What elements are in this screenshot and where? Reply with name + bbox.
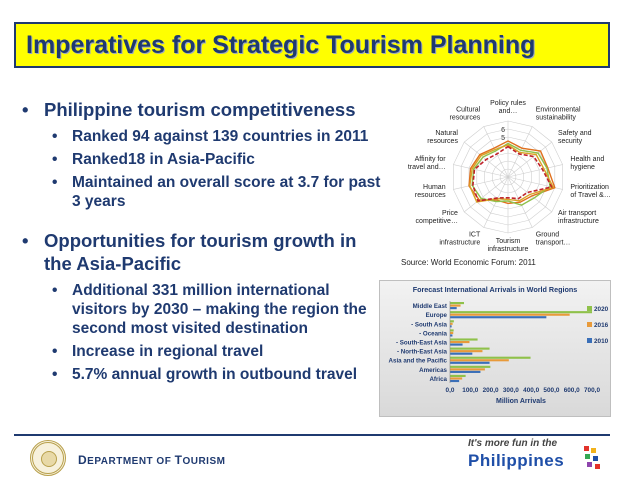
bar-2020 (450, 302, 464, 304)
department-seal (30, 440, 66, 476)
bar-2016 (450, 314, 570, 316)
bar-2020 (450, 357, 531, 359)
bar-2016 (450, 377, 462, 379)
bar-category-label: - Oceania (419, 330, 447, 338)
radar-tick-label: 6 (501, 127, 505, 134)
bar-2020 (450, 366, 490, 368)
bullet-list (22, 98, 382, 388)
bar-2020 (450, 320, 454, 322)
bar-2016 (450, 359, 509, 361)
legend-label-2016: 2016 (594, 322, 609, 329)
bar-x-tick-label: 700,0 (584, 387, 600, 394)
slide-title: Imperatives for Strategic Tourism Planning (26, 30, 536, 59)
radar-axis-label: Tourism infrastructure (487, 238, 529, 253)
slide-title-banner (14, 22, 610, 68)
bar-x-tick-label: 300,0 (502, 387, 519, 394)
bar-2010 (450, 362, 490, 364)
radar-axis-label: Prioritization of Travel &… (570, 184, 611, 200)
bar-x-tick-label: 0,0 (445, 387, 455, 394)
legend-swatch-2020 (587, 306, 592, 311)
legend-label-2010: 2010 (594, 338, 609, 345)
bar-category-label: - South Asia (411, 321, 447, 329)
sub-bullet-regional: • Increase in regional travel (22, 342, 382, 361)
radar-axis-label: Health and hygiene (570, 155, 605, 171)
bar-2020 (450, 338, 478, 340)
bar-2016 (450, 323, 453, 325)
bar-2016 (450, 350, 482, 352)
radar-tick-label: 5 (501, 135, 505, 142)
bar-category-label: Europe (425, 312, 447, 320)
bar-2010 (450, 380, 459, 382)
bar-category-label: Americas (419, 366, 447, 374)
bar-2010 (450, 344, 463, 346)
radar-axis-label: ICT infrastructure (439, 231, 481, 247)
bar-2016 (450, 368, 485, 370)
bar-category-label: - North-East Asia (397, 348, 447, 356)
bar-2010 (450, 334, 452, 336)
bar-2016 (450, 341, 469, 343)
bar-2010 (450, 371, 480, 373)
bar-x-tick-label: 100,0 (462, 387, 479, 394)
radar-chart (386, 92, 626, 258)
department-label: DEPARTMENT OF TOURISM (78, 453, 226, 467)
bar-category-label: - South-East Asia (396, 339, 447, 347)
legend-swatch-2010 (587, 338, 592, 343)
radar-axis-label: Natural resources (427, 130, 458, 146)
radar-axis-label: Cultural resources (449, 106, 481, 122)
brand-tagline: It's more fun in the (468, 438, 558, 449)
radar-axis-label: Price competitive… (415, 209, 458, 225)
bar-2016 (450, 305, 461, 307)
footer-divider (14, 434, 610, 436)
bar-2020 (450, 348, 490, 350)
sub-bullet-asia-rank: • Ranked18 in Asia-Pacific (22, 150, 382, 169)
bar-chart-panel (379, 280, 611, 417)
bullet-competitiveness: • Philippine tourism competitiveness (22, 98, 382, 121)
bar-chart-title: Forecast International Arrivals in World Regions (412, 285, 578, 294)
bar-2016 (450, 332, 453, 334)
bar-2010 (450, 353, 472, 355)
radar-axis-label: Policy rules and… (490, 100, 526, 115)
bar-chart (380, 281, 610, 416)
bullet-opportunities: • Opportunities for tourism growth in the Asia-Pacific (22, 229, 382, 275)
bar-category-label: Africa (429, 375, 447, 383)
bar-x-axis-label: Million Arrivals (496, 398, 546, 405)
sub-bullet-rank: • Ranked 94 against 139 countries in 2011 (22, 127, 382, 146)
bar-2020 (450, 311, 592, 313)
bar-2010 (450, 307, 457, 309)
sub-bullet-visitors: • Additional 331 million international visitors by 2030 – making the region the second most visited destination (22, 281, 382, 338)
bar-x-tick-label: 500,0 (543, 387, 560, 394)
radar-axis-label: Affinity for travel and… (407, 155, 446, 171)
legend-label-2020: 2020 (594, 306, 609, 313)
radar-axis-label: Air transport infrastructure (558, 209, 599, 225)
bar-2020 (450, 375, 466, 377)
bar-2020 (450, 329, 454, 331)
sub-bullet-outbound: • 5.7% annual growth in outbound travel (22, 365, 382, 384)
radar-axis-label: Ground transport… (535, 231, 571, 247)
brand-logo (464, 438, 604, 474)
radar-source: Source: World Economic Forum: 2011 (401, 258, 536, 267)
sub-bullet-score: • Maintained an overall score at 3.7 for past 3 years (22, 173, 382, 211)
bar-category-label: Asia and the Pacific (388, 357, 447, 365)
bar-x-tick-label: 200,0 (482, 387, 499, 394)
legend-swatch-2016 (587, 322, 592, 327)
bar-category-label: Middle East (412, 303, 447, 311)
brand-confetti-icon (582, 444, 602, 472)
radar-axis-label: Environmental sustainability (535, 106, 581, 122)
bar-2010 (450, 316, 546, 318)
radar-axis-label: Safety and security (558, 130, 592, 146)
brand-country: Philippines (468, 451, 565, 470)
bar-x-tick-label: 400,0 (523, 387, 540, 394)
bar-x-tick-label: 600,0 (563, 387, 580, 394)
radar-axis-label: Human resources (414, 184, 446, 200)
